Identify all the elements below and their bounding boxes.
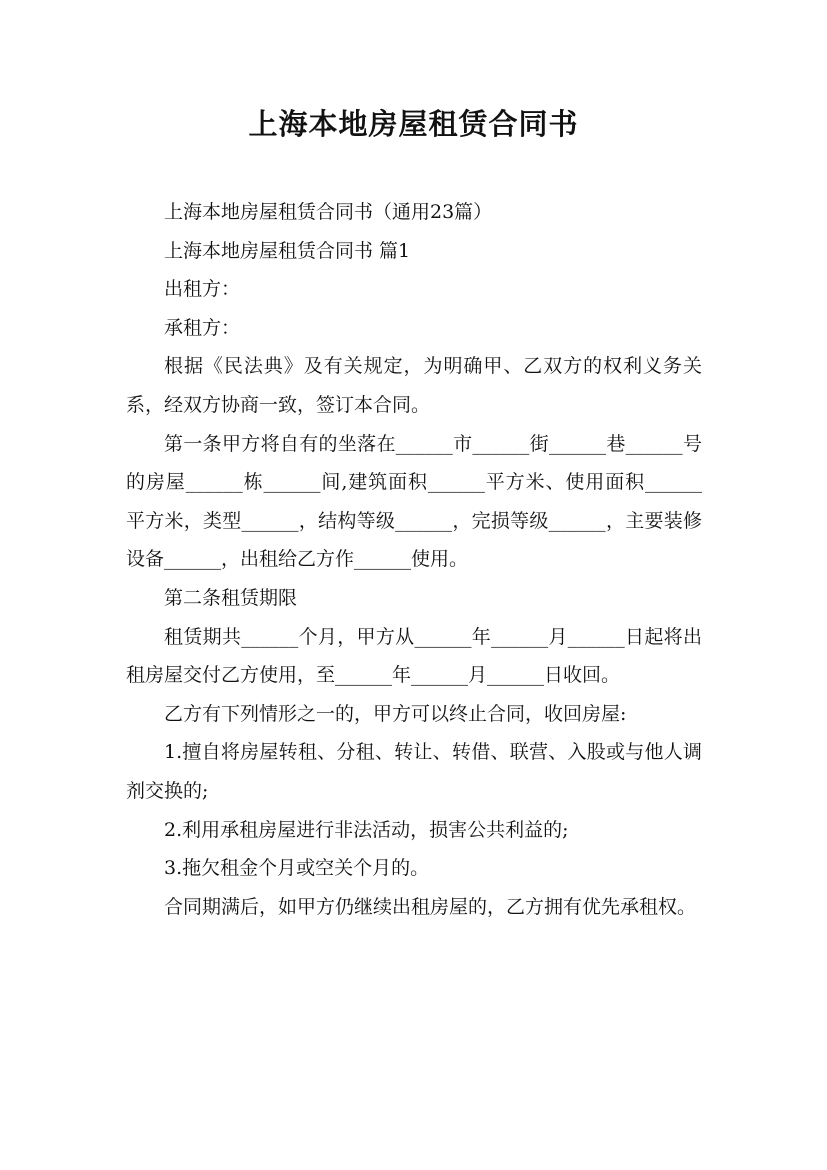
document-title: 上海本地房屋租赁合同书 bbox=[248, 107, 579, 141]
paragraph-priority-right: 合同期满后，如甲方仍继续出租房屋的，乙方拥有优先承租权。 bbox=[164, 895, 697, 918]
paragraph-chapter-heading: 上海本地房屋租赁合同书 篇1 bbox=[164, 239, 411, 262]
paragraph-termination-intro: 乙方有下列情形之一的，甲方可以终止合同，收回房屋: bbox=[164, 702, 627, 725]
document-body bbox=[126, 193, 702, 926]
paragraph-lease-term: 租赁期共______个月，甲方从______年______月______日起将出租房屋交付乙方使用，至______年______月______日收回。 bbox=[126, 625, 702, 687]
paragraph-article-2-heading: 第二条租赁期限 bbox=[164, 586, 298, 609]
paragraph-subtitle: 上海本地房屋租赁合同书（通用23篇） bbox=[164, 201, 493, 223]
paragraph-lessor: 出租方： bbox=[164, 278, 241, 301]
paragraph-article-1: 第一条甲方将自有的坐落在______市______街______巷______号的房屋______栋______间,建筑面积______平方米、使用面积______平方米，类型______，结构等级______，完损等级______，主要装修设备______，出租给乙方作______使用。 bbox=[126, 432, 702, 571]
paragraph-termination-item-1: 1.擅自将房屋转租、分租、转让、转借、联营、入股或与他人调剂交换的; bbox=[126, 741, 702, 802]
paragraph-preamble: 根据《民法典》及有关规定，为明确甲、乙双方的权利义务关系，经双方协商一致，签订本合同。 bbox=[126, 355, 702, 416]
paragraph-termination-item-2: 2.利用承租房屋进行非法活动，损害公共利益的; bbox=[164, 818, 569, 841]
paragraph-termination-item-3: 3.拖欠租金个月或空关个月的。 bbox=[164, 857, 430, 880]
paragraph-lessee: 承租方： bbox=[164, 316, 241, 339]
